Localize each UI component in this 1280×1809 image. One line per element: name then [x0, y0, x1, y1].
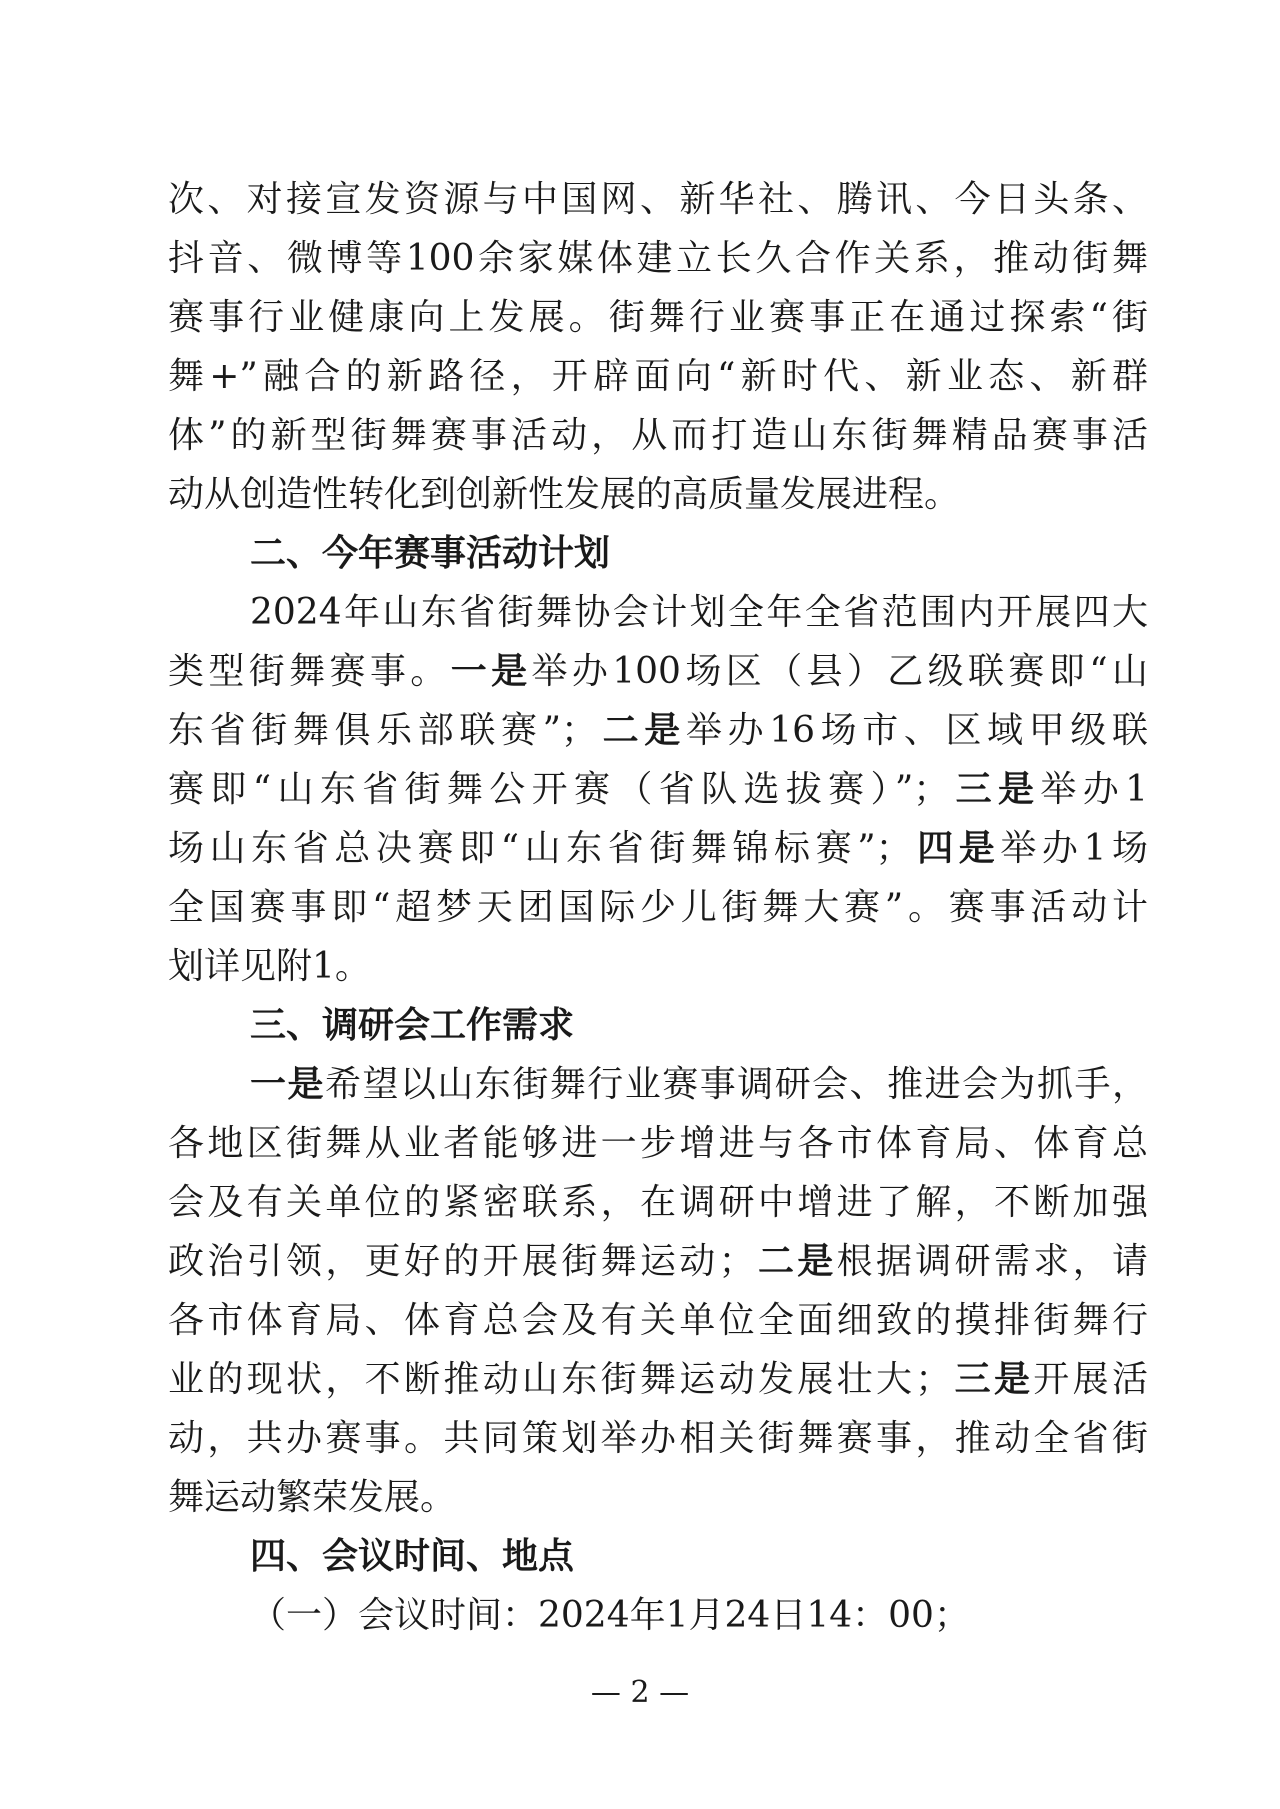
- paragraph-line: [168, 701, 1148, 760]
- text-span: 类型街舞赛事。: [168, 651, 451, 692]
- section-heading: 四、会议时间、地点: [250, 1535, 575, 1577]
- paragraph-line: [168, 1232, 1148, 1291]
- paragraph-line: [168, 760, 1148, 819]
- section-heading: 二、今年赛事活动计划: [250, 532, 611, 574]
- paragraph-line: 抖音、微博等100余家媒体建立长久合作关系，推动街舞: [168, 238, 1148, 279]
- text-span: 政治引领，更好的开展街舞运动；: [168, 1241, 755, 1282]
- paragraph-line: [250, 1055, 1148, 1114]
- paragraph-line: 次、对接宣发资源与中国网、新华社、腾讯、今日头条、: [168, 179, 1148, 220]
- text-span: 场山东省总决赛即“山东省街舞锦标赛”；: [168, 828, 912, 869]
- section-heading: 三、调研会工作需求: [250, 1004, 575, 1046]
- text-span: 根据调研需求，请: [836, 1241, 1148, 1282]
- bold-text: 二是: [597, 709, 686, 751]
- text-span: 赛即“山东省街舞公开赛（省队选拔赛）”；: [168, 769, 950, 810]
- bold-text: 四是: [911, 827, 1001, 869]
- paragraph-line: [168, 642, 1148, 701]
- paragraph-line: 动，共办赛事。共同策划举办相关街舞赛事，推动全省街: [168, 1418, 1148, 1459]
- text-span: 举办16场市、区域甲级联: [685, 710, 1149, 751]
- paragraph-line: 舞运动繁荣发展。: [168, 1477, 457, 1518]
- text-span: 举办1: [1040, 769, 1148, 810]
- paragraph-line: （一）会议时间：2024年1月24日14：00；: [250, 1595, 970, 1636]
- text-span: 希望以山东街舞行业赛事调研会、推进会为抓手，: [324, 1064, 1148, 1105]
- bold-text: 三是: [949, 768, 1041, 810]
- text-span: 东省街舞俱乐部联赛”；: [168, 710, 598, 751]
- text-span: 开展活: [1033, 1359, 1148, 1400]
- paragraph-line: 2024年山东省街舞协会计划全年全省范围内开展四大: [250, 592, 1148, 633]
- paragraph-line: 动从创造性转化到创新性发展的高质量发展进程。: [168, 474, 961, 515]
- bold-text: 一是: [250, 1063, 325, 1105]
- bold-text: 一是: [450, 650, 532, 692]
- text-span: 举办100场区（县）乙级联赛即“山: [531, 651, 1148, 692]
- page-number: — 2 —: [590, 1675, 690, 1710]
- paragraph-line: 各市体育局、体育总会及有关单位全面细致的摸排街舞行: [168, 1300, 1148, 1341]
- paragraph-line: 各地区街舞从业者能够进一步增进与各市体育局、体育总: [168, 1123, 1148, 1164]
- paragraph-line: 体”的新型街舞赛事活动，从而打造山东街舞精品赛事活: [168, 415, 1148, 456]
- paragraph-line: [168, 1350, 1148, 1409]
- bold-text: 二是: [754, 1240, 837, 1282]
- bold-text: 三是: [951, 1358, 1034, 1400]
- paragraph-line: [168, 819, 1148, 878]
- paragraph-line: 会及有关单位的紧密联系，在调研中增进了解，不断加强: [168, 1182, 1148, 1223]
- paragraph-line: 全国赛事即“超梦天团国际少儿街舞大赛”。赛事活动计: [168, 887, 1148, 928]
- paragraph-line: 赛事行业健康向上发展。街舞行业赛事正在通过探索“街: [168, 297, 1148, 338]
- text-span: 业的现状，不断推动山东街舞运动发展壮大；: [168, 1359, 952, 1400]
- paragraph-line: 划详见附1。: [168, 946, 371, 987]
- paragraph-line: 舞+”融合的新路径，开辟面向“新时代、新业态、新群: [168, 356, 1148, 397]
- text-span: 举办1场: [1000, 828, 1148, 869]
